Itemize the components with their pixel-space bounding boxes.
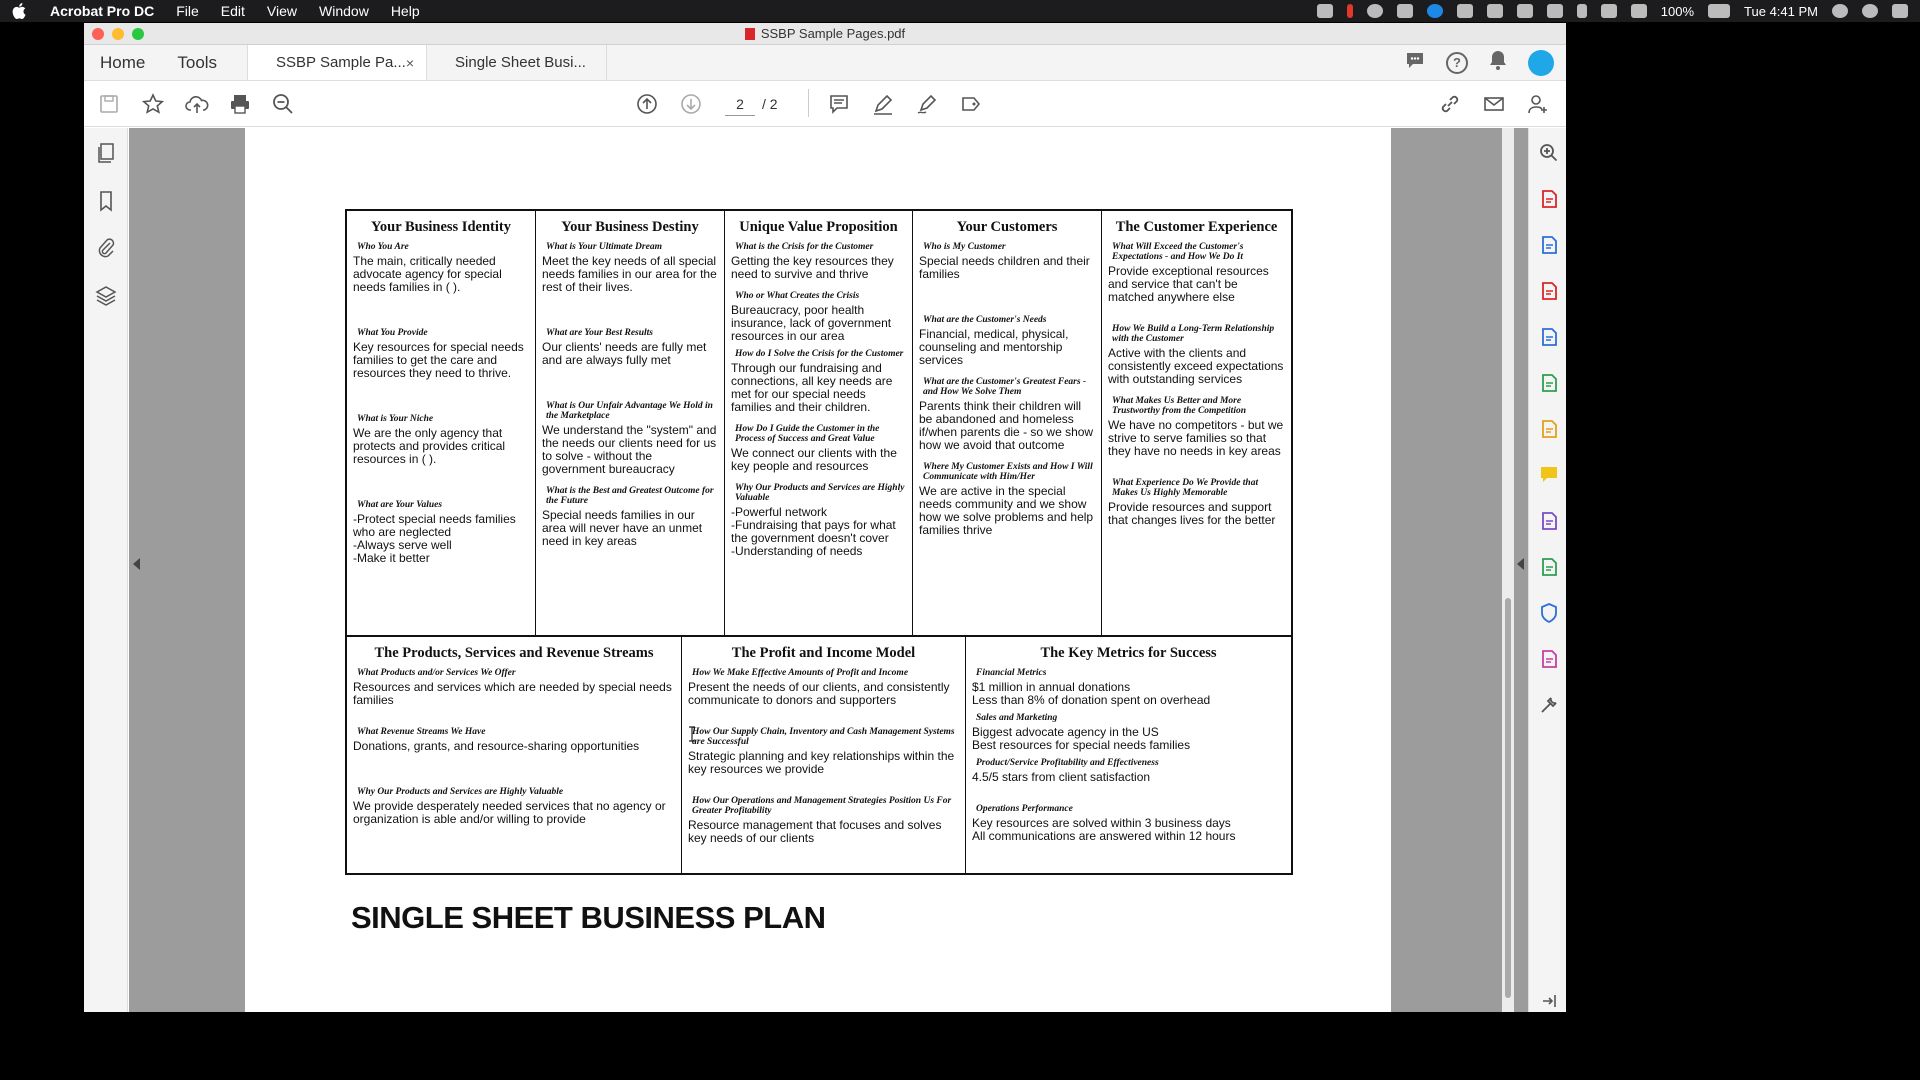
minimize-window-button[interactable]	[112, 28, 124, 40]
comment-tool-icon[interactable]	[826, 91, 852, 117]
menu-view[interactable]: View	[266, 3, 298, 19]
close-window-button[interactable]	[92, 28, 104, 40]
answer-text: We connect our clients with the key people and resources	[731, 446, 897, 473]
question-label: Who is My Customer	[923, 242, 1006, 252]
attachment-icon[interactable]	[95, 236, 117, 258]
volume-icon[interactable]	[1631, 4, 1647, 18]
question-label: What are the Customer's Greatest Fears - and How We Solve Them	[923, 377, 1087, 397]
edit-pdf-icon[interactable]	[1538, 326, 1560, 348]
zoom-tool-icon[interactable]	[1538, 142, 1560, 164]
menu-help[interactable]: Help	[390, 3, 420, 19]
business-plan-table	[345, 209, 1293, 875]
clock[interactable]: Tue 4:41 PM	[1744, 3, 1818, 19]
tab-document-active[interactable]	[247, 45, 427, 80]
help-icon[interactable]: ?	[1446, 52, 1468, 74]
cell-key-metrics	[966, 637, 1291, 873]
document-viewport[interactable]	[129, 128, 1528, 1012]
answer-text: We have no competitors - but we strive to serve families so that they have no needs in key areas	[1108, 418, 1284, 458]
collapse-right-pane-icon[interactable]	[1517, 558, 1524, 570]
messages-icon[interactable]	[1404, 49, 1426, 76]
answer-text: Biggest advocate agency in the US Best resources for special needs families	[972, 725, 1191, 752]
vertical-scrollbar[interactable]	[1502, 128, 1514, 1012]
notifications-bell-icon[interactable]	[1488, 49, 1508, 76]
question-label: What Experience Do We Provide that Makes Us Highly Memorable	[1112, 478, 1259, 498]
organize-pages-icon[interactable]	[1538, 280, 1560, 302]
upload-cloud-icon[interactable]	[184, 91, 210, 117]
acrobat-window	[84, 23, 1566, 1012]
cell-customer-experience	[1102, 211, 1291, 635]
answer-text: Provide resources and support that changes lives for the better	[1108, 500, 1276, 527]
cloud-upload-icon[interactable]	[1457, 4, 1473, 18]
tab-document-other[interactable]	[427, 45, 607, 80]
answer-text: Getting the key resources they need to survive and thrive	[731, 254, 894, 281]
fill-sign-icon[interactable]	[1538, 418, 1560, 440]
answer-text: We provide desperately needed services that no agency or organization is able and/or willing to provide	[353, 799, 666, 826]
answer-text: Parents think their children will be abandoned and homeless if/when parents die - so we show how we avoid that outcome	[919, 399, 1094, 452]
answer-text: We understand the "system" and the needs our clients need for us to solve - without the government bureaucracy	[542, 423, 717, 476]
cell-title: The Products, Services and Revenue Streams	[374, 645, 654, 661]
toolbar-divider	[808, 89, 809, 117]
battery-percent[interactable]: 100%	[1660, 3, 1695, 19]
collapse-left-pane-icon[interactable]	[133, 558, 140, 570]
question-label: What Will Exceed the Customer's Expectations - and How We Do It	[1112, 242, 1244, 262]
creative-cloud-icon[interactable]	[1367, 4, 1383, 18]
cell-business-destiny	[536, 211, 725, 635]
question-label: How We Build a Long-Term Relationship with the Customer	[1112, 324, 1275, 344]
answer-text: Through our fundraising and connections, all key needs are met for our special needs families and their children.	[731, 361, 893, 414]
answer-text: Meet the key needs of all special needs families in our area for the rest of their lives.	[542, 254, 717, 294]
comment-icon[interactable]	[1538, 464, 1560, 486]
cell-products-services-revenue	[347, 637, 682, 873]
answer-text: Active with the clients and consistently exceed expectations with outstanding services	[1108, 346, 1284, 386]
question-label: What Products and/or Services We Offer	[357, 668, 516, 678]
cell-unique-value-proposition	[725, 211, 913, 635]
answer-text: Donations, grants, and resource-sharing opportunities	[353, 739, 640, 753]
bookmark-icon[interactable]	[95, 190, 117, 212]
question-label: Where My Customer Exists and How I Will Communicate with Him/Her	[923, 462, 1093, 482]
plan-row-top	[347, 211, 1291, 637]
skype-icon[interactable]	[1427, 4, 1443, 18]
cell-title: The Customer Experience	[1115, 219, 1278, 235]
cell-title: Your Business Destiny	[561, 219, 699, 235]
question-label: What Revenue Streams We Have	[357, 727, 486, 737]
answer-text: Our clients' needs are fully met and are always fully met	[542, 340, 707, 367]
question-label: What Makes Us Better and More Trustworthy from the Competition	[1112, 396, 1246, 416]
pages-icon[interactable]	[95, 142, 117, 164]
cell-business-identity	[347, 211, 536, 635]
answer-text: $1 million in annual donations Less than 8% of donation spent on overhead	[972, 680, 1211, 707]
page-number-input[interactable]	[725, 92, 755, 116]
answer-text: The main, critically needed advocate agency for special needs families in ( ).	[353, 254, 502, 294]
scrollbar-thumb[interactable]	[1505, 598, 1511, 998]
bluetooth-icon[interactable]	[1577, 4, 1587, 18]
answer-text: Provide exceptional resources and service that can't be matched anywhere else	[1108, 264, 1269, 304]
highlight-pen-icon[interactable]	[870, 91, 896, 117]
pdf-document-icon[interactable]	[1538, 648, 1560, 670]
siri-icon[interactable]	[1862, 4, 1878, 18]
answer-text: Resource management that focuses and solves key needs of our clients	[688, 818, 942, 845]
close-tab-icon[interactable]: ×	[405, 54, 415, 71]
question-label: How do I Solve the Crisis for the Customer	[735, 349, 904, 359]
zoom-out-icon[interactable]	[270, 91, 296, 117]
cell-title: Your Customers	[956, 219, 1058, 235]
cell-title: The Profit and Income Model	[731, 645, 916, 661]
expand-tools-pane-icon[interactable]	[1538, 990, 1560, 1012]
question-label: Why Our Products and Services are Highly Valuable	[735, 483, 905, 503]
question-label: What is Your Ultimate Dream	[546, 242, 662, 252]
evernote-icon[interactable]	[1517, 4, 1533, 18]
answer-text: Strategic planning and key relationships within the key resources we provide	[688, 749, 955, 776]
print-icon[interactable]	[227, 91, 253, 117]
email-icon[interactable]	[1481, 91, 1507, 117]
app-name-menu[interactable]: Acrobat Pro DC	[50, 3, 155, 19]
create-pdf-icon[interactable]	[1538, 188, 1560, 210]
question-label: What You Provide	[357, 328, 428, 338]
cell-profit-income-model	[682, 637, 966, 873]
layers-icon[interactable]	[95, 284, 117, 306]
add-user-icon[interactable]	[1525, 91, 1551, 117]
battery-icon[interactable]	[1708, 4, 1730, 18]
page-total: / 2	[762, 96, 778, 112]
menu-window[interactable]: Window	[319, 3, 369, 19]
question-label: How We Make Effective Amounts of Profit and Income	[692, 668, 909, 678]
pdf-page	[245, 128, 1391, 1012]
window-titlebar	[84, 23, 1566, 45]
tools-pane	[1528, 128, 1566, 1012]
question-label: Who You Are	[357, 242, 409, 252]
cell-title: Unique Value Proposition	[739, 219, 898, 235]
print-production-icon[interactable]	[1538, 556, 1560, 578]
question-label: Who or What Creates the Crisis	[735, 291, 860, 301]
answer-text: Present the needs of our clients, and consistently communicate to donors and supporters	[688, 680, 950, 707]
cell-title: The Key Metrics for Success	[1040, 645, 1217, 661]
spotlight-icon[interactable]	[1832, 4, 1848, 18]
plan-heading: SINGLE SHEET BUSINESS PLAN	[351, 900, 826, 935]
save-icon[interactable]	[96, 91, 122, 117]
traffic-lights	[92, 28, 144, 40]
answer-text: -Protect special needs families who are neglected -Always serve well -Make it better	[353, 512, 516, 565]
tab-document-other-label: Single Sheet Busi...	[455, 54, 586, 71]
tab-tools[interactable]: Tools	[177, 52, 218, 72]
recording-icon[interactable]	[1347, 4, 1353, 18]
answer-text: 4.5/5 stars from client satisfaction	[972, 770, 1151, 784]
wifi-icon[interactable]	[1601, 4, 1617, 18]
question-label: What is Our Unfair Advantage We Hold in the Marketplace	[546, 401, 713, 421]
mac-menu-bar	[0, 0, 1920, 22]
question-label: What is the Crisis for the Customer	[735, 242, 874, 252]
user-avatar[interactable]	[1528, 50, 1554, 76]
previous-page-icon[interactable]	[634, 91, 660, 117]
share-tag-icon[interactable]	[958, 91, 984, 117]
plan-row-bottom	[347, 637, 1291, 873]
question-label: Operations Performance	[976, 804, 1073, 814]
window-title: SSBP Sample Pages.pdf	[760, 26, 906, 41]
question-label: Sales and Marketing	[976, 713, 1058, 723]
header-actions	[1404, 49, 1554, 76]
answer-text: Key resources are solved within 3 business days All communications are answered within 12 hours	[972, 816, 1236, 843]
more-tools-icon[interactable]	[1538, 694, 1560, 716]
combine-files-icon[interactable]	[1538, 372, 1560, 394]
left-navigation-pane	[84, 128, 128, 1012]
answer-text: We are active in the special needs community and we show how we solve problems and help families thrive	[919, 484, 1094, 537]
question-label: What are Your Values	[357, 500, 443, 510]
dropbox-icon[interactable]	[1397, 4, 1413, 18]
zoom-window-button[interactable]	[132, 28, 144, 40]
question-label: Why Our Products and Services are Highly Valuable	[357, 787, 564, 797]
question-label: How Our Supply Chain, Inventory and Cash Management Systems are Successful	[692, 727, 955, 747]
question-label: What are the Customer's Needs	[923, 315, 1047, 325]
adobe-cloud-icon[interactable]	[1487, 4, 1503, 18]
text-cursor-icon	[688, 726, 696, 742]
display-icon[interactable]	[1547, 4, 1563, 18]
cell-your-customers	[913, 211, 1102, 635]
menu-file[interactable]: File	[176, 3, 199, 19]
next-page-icon[interactable]	[678, 91, 704, 117]
answer-text: Resources and services which are needed by special needs families	[353, 680, 672, 707]
apple-menu-icon[interactable]	[12, 3, 28, 19]
answer-text: Bureaucracy, poor health insurance, lack of government resources in our area	[731, 303, 892, 343]
bookmark-star-icon[interactable]	[140, 91, 166, 117]
question-label: How Do I Guide the Customer in the Process of Success and Great Value	[735, 424, 880, 444]
question-label: Financial Metrics	[976, 668, 1047, 678]
question-label: Product/Service Profitability and Effectiveness	[976, 758, 1159, 768]
screen-capture-icon[interactable]	[1317, 4, 1333, 18]
answer-text: We are the only agency that protects and provides critical resources in ( ).	[353, 426, 506, 466]
main-toolbar	[84, 81, 1566, 127]
tab-document-active-label: SSBP Sample Pa...	[276, 54, 406, 71]
question-label: How Our Operations and Management Strategies Position Us For Greater Profitability	[692, 796, 952, 816]
answer-text: Special needs children and their families	[919, 254, 1090, 281]
notification-center-icon[interactable]	[1892, 4, 1908, 18]
share-link-icon[interactable]	[1437, 91, 1463, 117]
protect-icon[interactable]	[1538, 602, 1560, 624]
request-signature-icon[interactable]	[1538, 510, 1560, 532]
question-label: What are Your Best Results	[546, 328, 653, 338]
answer-text: Financial, medical, physical, counseling and mentorship services	[919, 327, 1069, 367]
menu-edit[interactable]: Edit	[220, 3, 245, 19]
tab-bar	[84, 45, 1566, 81]
question-label: What is Your Niche	[357, 414, 434, 424]
answer-text: Key resources for special needs families to get the care and resources they need to thrive.	[353, 340, 524, 380]
export-pdf-icon[interactable]	[1538, 234, 1560, 256]
question-label: What is the Best and Greatest Outcome for the Future	[546, 486, 714, 506]
answer-text: -Powerful network -Fundraising that pays for what the government doesn't cover -Understanding of needs	[731, 505, 896, 558]
cell-title: Your Business Identity	[371, 219, 511, 235]
tab-home[interactable]: Home	[100, 52, 146, 72]
pdf-file-icon	[745, 28, 755, 40]
fill-sign-pen-icon[interactable]	[914, 91, 940, 117]
answer-text: Special needs families in our area will never have an unmet need in key areas	[542, 508, 703, 548]
